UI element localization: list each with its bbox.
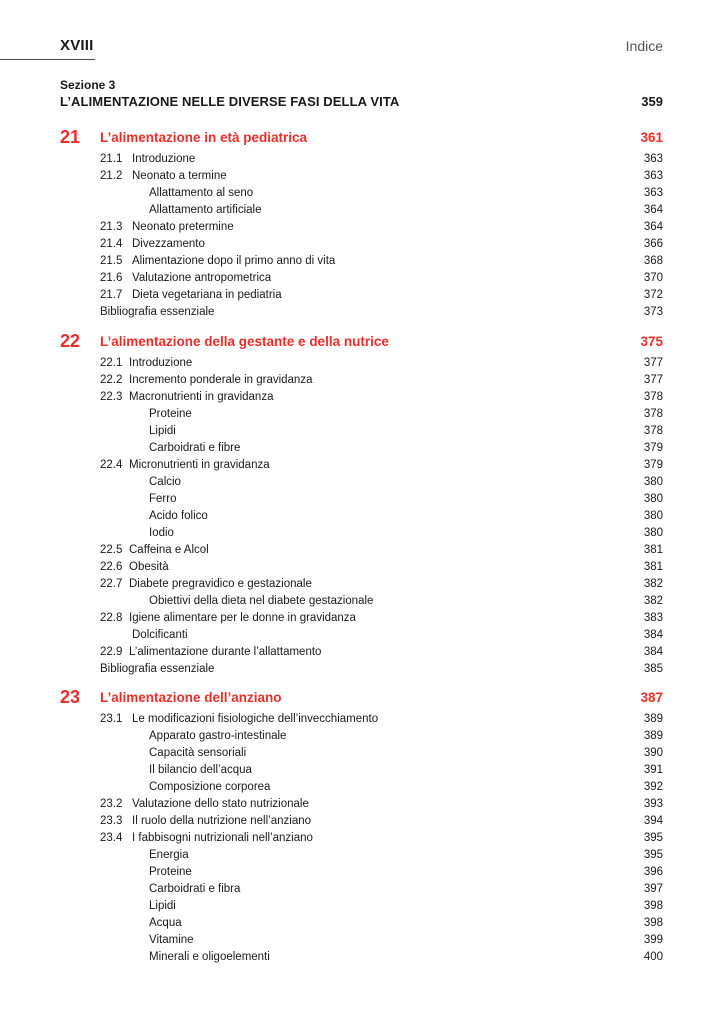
chapter-title: L’alimentazione della gestante e della nutrice — [100, 334, 389, 349]
toc-entry[interactable] — [60, 728, 663, 745]
entry-label: Carboidrati e fibra — [149, 883, 241, 895]
toc-entries — [60, 355, 663, 678]
entry-label: Introduzione — [129, 357, 193, 369]
entry-number: 22.8 — [100, 612, 123, 624]
toc-entry[interactable] — [60, 779, 663, 796]
chapter-block — [60, 127, 663, 321]
entry-number: 22.7 — [100, 578, 123, 590]
entry-page: 379 — [643, 459, 663, 471]
toc-entry[interactable] — [60, 202, 663, 219]
entry-page: 382 — [643, 578, 663, 590]
entry-page: 398 — [643, 900, 663, 912]
toc-entry[interactable] — [60, 593, 663, 610]
toc-entry[interactable] — [60, 389, 663, 406]
entry-label: Calcio — [149, 476, 181, 488]
entry-label: Obesità — [129, 561, 169, 573]
entry-label: Obiettivi della dieta nel diabete gestazionale — [149, 595, 374, 607]
section-page: 359 — [641, 94, 663, 109]
entry-page: 392 — [643, 781, 663, 793]
entry-number: 22.1 — [100, 357, 123, 369]
toc-entry[interactable] — [60, 304, 663, 321]
entry-page: 385 — [643, 663, 663, 675]
chapter-heading[interactable] — [60, 687, 663, 709]
toc-entry[interactable] — [60, 864, 663, 881]
toc-entry[interactable] — [60, 474, 663, 491]
toc-entry[interactable] — [60, 796, 663, 813]
entry-page: 397 — [643, 883, 663, 895]
toc-entries — [60, 151, 663, 321]
entry-label: Vitamine — [149, 934, 194, 946]
toc-entry[interactable] — [60, 270, 663, 287]
toc-entry[interactable] — [60, 525, 663, 542]
entry-label: Ferro — [149, 493, 177, 505]
chapter-block — [60, 331, 663, 678]
toc-entry[interactable] — [60, 745, 663, 762]
entry-page: 373 — [643, 306, 663, 318]
toc-entry[interactable] — [60, 762, 663, 779]
chapter-page: 361 — [640, 130, 663, 145]
entry-label: Valutazione antropometrica — [132, 272, 272, 284]
toc-entry[interactable] — [60, 813, 663, 830]
entry-page: 398 — [643, 917, 663, 929]
entry-label: Capacità sensoriali — [149, 747, 247, 759]
toc-entry[interactable] — [60, 644, 663, 661]
entry-label: Divezzamento — [132, 238, 205, 250]
entry-page: 390 — [643, 747, 663, 759]
toc-entry[interactable] — [60, 491, 663, 508]
entry-label: Micronutrienti in gravidanza — [129, 459, 270, 471]
entry-label: Lipidi — [149, 425, 176, 437]
entry-page: 368 — [643, 255, 663, 267]
entry-label: Energia — [149, 849, 189, 861]
entry-number: 21.7 — [100, 289, 123, 301]
entry-label: Diabete pregravidico e gestazionale — [129, 578, 312, 590]
page-number: XVIII — [60, 37, 94, 54]
entry-page: 363 — [643, 170, 663, 182]
toc-entry[interactable] — [60, 185, 663, 202]
entry-number: 22.5 — [100, 544, 123, 556]
chapter-number: 23 — [60, 687, 81, 707]
entry-label: Minerali e oligoelementi — [149, 951, 270, 963]
entry-label: Le modificazioni fisiologiche dell’invecchiamento — [132, 713, 379, 725]
entry-page: 393 — [643, 798, 663, 810]
entry-label: Igiene alimentare per le donne in gravidanza — [129, 612, 356, 624]
toc-entry[interactable] — [60, 355, 663, 372]
entry-page: 363 — [643, 153, 663, 165]
entry-number: 21.1 — [100, 153, 123, 165]
entry-label: Incremento ponderale in gravidanza — [129, 374, 313, 386]
entry-page: 400 — [643, 951, 663, 963]
toc-entry[interactable] — [60, 661, 663, 678]
entry-number: 23.2 — [100, 798, 123, 810]
entry-label: Allattamento artificiale — [149, 204, 262, 216]
entry-number: 22.4 — [100, 459, 123, 471]
entry-page: 384 — [643, 646, 663, 658]
entry-label: Lipidi — [149, 900, 176, 912]
toc-entry[interactable] — [60, 457, 663, 474]
entry-number: 22.3 — [100, 391, 123, 403]
entry-label: Bibliografia essenziale — [100, 306, 215, 318]
entry-label: Allattamento al seno — [149, 187, 254, 199]
chapter-block — [60, 687, 663, 966]
chapter-number: 21 — [60, 127, 81, 147]
entry-number: 22.9 — [100, 646, 123, 658]
entry-label: Acido folico — [149, 510, 208, 522]
entry-label: Macronutrienti in gravidanza — [129, 391, 274, 403]
toc-entry[interactable] — [60, 627, 663, 644]
entry-page: 366 — [643, 238, 663, 250]
chapter-title: L’alimentazione in età pediatrica — [100, 130, 308, 145]
entry-number: 22.6 — [100, 561, 123, 573]
entry-page: 389 — [643, 730, 663, 742]
toc-entry[interactable] — [60, 847, 663, 864]
entry-number: 21.3 — [100, 221, 123, 233]
toc-entry[interactable] — [60, 949, 663, 966]
entry-page: 370 — [643, 272, 663, 284]
entry-page: 381 — [643, 544, 663, 556]
entry-page: 380 — [643, 527, 663, 539]
header-rule — [0, 59, 95, 60]
toc-entry[interactable] — [60, 830, 663, 847]
toc-entry[interactable] — [60, 559, 663, 576]
toc-entry[interactable] — [60, 932, 663, 949]
entry-label: L’alimentazione durante l’allattamento — [129, 646, 322, 658]
toc-entry[interactable] — [60, 168, 663, 185]
toc-entry[interactable] — [60, 881, 663, 898]
entry-number: 22.2 — [100, 374, 123, 386]
toc-entry[interactable] — [60, 508, 663, 525]
chapter-page: 387 — [640, 690, 663, 705]
entry-label: Iodio — [149, 527, 174, 539]
chapter-heading[interactable] — [60, 331, 663, 353]
entry-page: 377 — [643, 374, 663, 386]
toc-entry[interactable] — [60, 610, 663, 627]
section-title: L’ALIMENTAZIONE NELLE DIVERSE FASI DELLA VITA — [60, 94, 400, 109]
entry-label: Neonato pretermine — [132, 221, 234, 233]
toc-entry[interactable] — [60, 287, 663, 304]
entry-label: Valutazione dello stato nutrizionale — [132, 798, 309, 810]
entry-page: 372 — [643, 289, 663, 301]
entry-label: Caffeina e Alcol — [129, 544, 209, 556]
entry-page: 364 — [643, 221, 663, 233]
toc-entry[interactable] — [60, 423, 663, 440]
entry-label: Alimentazione dopo il primo anno di vita — [132, 255, 336, 267]
entry-label: Apparato gastro-intestinale — [149, 730, 287, 742]
running-head: Indice — [625, 38, 663, 54]
entry-page: 364 — [643, 204, 663, 216]
entry-page: 384 — [643, 629, 663, 641]
entry-page: 380 — [643, 510, 663, 522]
entry-page: 377 — [643, 357, 663, 369]
entry-page: 395 — [643, 832, 663, 844]
entry-number: 23.1 — [100, 713, 123, 725]
toc-entry[interactable] — [60, 898, 663, 915]
entry-page: 394 — [643, 815, 663, 827]
chapter-heading[interactable] — [60, 127, 663, 149]
entry-label: Introduzione — [132, 153, 196, 165]
entry-number: 21.6 — [100, 272, 123, 284]
toc-entry[interactable] — [60, 253, 663, 270]
toc-entry[interactable] — [60, 372, 663, 389]
entry-page: 381 — [643, 561, 663, 573]
toc-entry[interactable] — [60, 915, 663, 932]
entry-page: 389 — [643, 713, 663, 725]
entry-number: 23.4 — [100, 832, 123, 844]
entry-label: Dieta vegetariana in pediatria — [132, 289, 282, 301]
entry-number: 21.2 — [100, 170, 123, 182]
toc-entry[interactable] — [60, 576, 663, 593]
toc-entry[interactable] — [60, 542, 663, 559]
entry-number: 21.4 — [100, 238, 123, 250]
entry-label: Il ruolo della nutrizione nell’anziano — [132, 815, 312, 827]
chapter-title: L’alimentazione dell’anziano — [100, 690, 282, 705]
entry-label: I fabbisogni nutrizionali nell’anziano — [132, 832, 313, 844]
entry-label: Bibliografia essenziale — [100, 663, 215, 675]
toc-entry[interactable] — [60, 711, 663, 728]
toc-entry[interactable] — [60, 151, 663, 168]
entry-label: Proteine — [149, 866, 192, 878]
chapter-number: 22 — [60, 331, 81, 351]
toc-entry[interactable] — [60, 406, 663, 423]
entry-label: Acqua — [149, 917, 182, 929]
entry-label: Composizione corporea — [149, 781, 271, 793]
entry-page: 380 — [643, 476, 663, 488]
entry-number: 21.5 — [100, 255, 123, 267]
toc-entries — [60, 711, 663, 966]
entry-page: 399 — [643, 934, 663, 946]
entry-page: 396 — [643, 866, 663, 878]
toc-entry[interactable] — [60, 219, 663, 236]
entry-page: 378 — [643, 408, 663, 420]
entry-label: Il bilancio dell’acqua — [149, 764, 252, 776]
section-label: Sezione 3 — [60, 78, 116, 92]
entry-page: 395 — [643, 849, 663, 861]
entry-page: 363 — [643, 187, 663, 199]
chapter-page: 375 — [640, 334, 663, 349]
entry-label: Neonato a termine — [132, 170, 227, 182]
entry-label: Carboidrati e fibre — [149, 442, 241, 454]
entry-label: Proteine — [149, 408, 192, 420]
entry-page: 382 — [643, 595, 663, 607]
toc-entry[interactable] — [60, 440, 663, 457]
entry-page: 380 — [643, 493, 663, 505]
entry-number: 23.3 — [100, 815, 123, 827]
entry-label: Dolcificanti — [132, 629, 188, 641]
toc-entry[interactable] — [60, 236, 663, 253]
entry-page: 378 — [643, 425, 663, 437]
entry-page: 391 — [643, 764, 663, 776]
entry-page: 383 — [643, 612, 663, 624]
entry-page: 379 — [643, 442, 663, 454]
entry-page: 378 — [643, 391, 663, 403]
